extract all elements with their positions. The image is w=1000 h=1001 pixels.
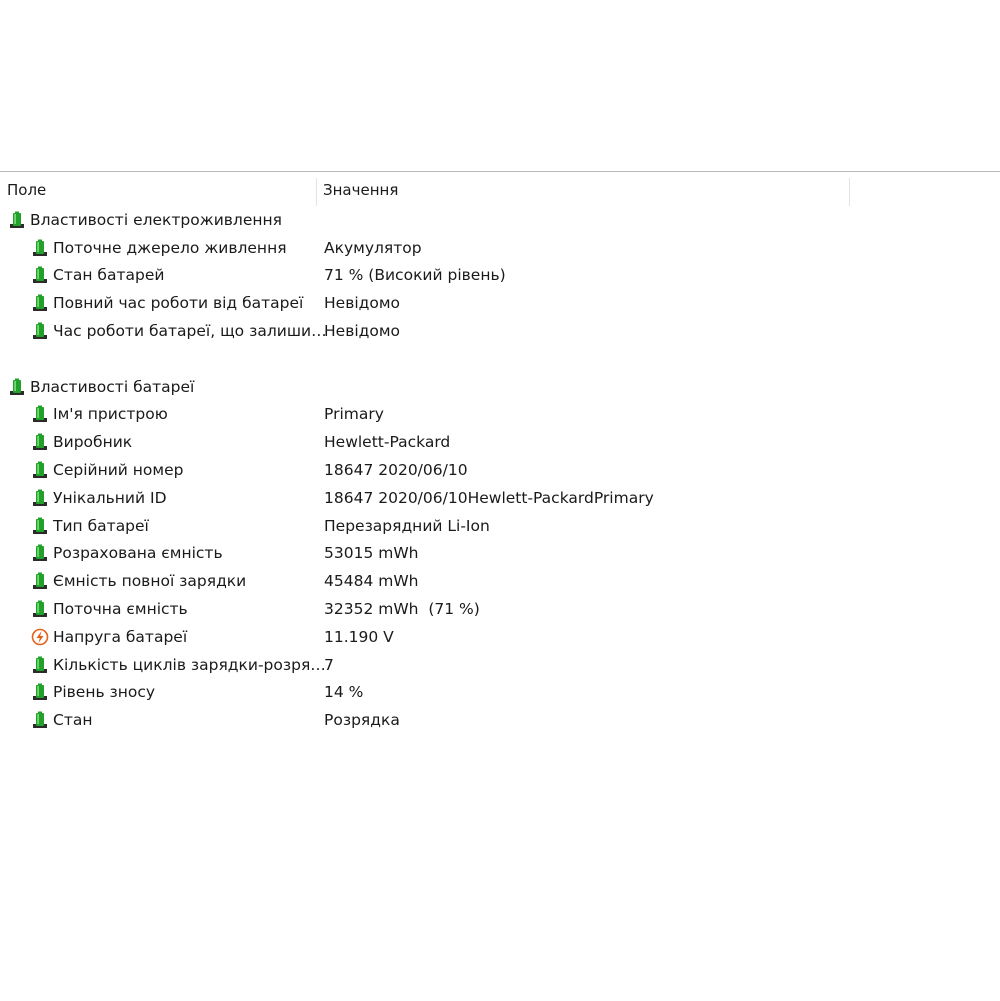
- field-label: Серійний номер: [53, 461, 184, 480]
- value-cell: 14 %: [324, 683, 364, 702]
- group-title: Властивості електроживлення: [30, 210, 282, 229]
- value-cell: 18647 2020/06/10: [324, 461, 468, 480]
- field-label: Виробник: [53, 433, 133, 452]
- value-cell: 18647 2020/06/10Hewlett-PackardPrimary: [324, 488, 654, 507]
- field-cell: [31, 262, 341, 290]
- battery-icon: [31, 600, 49, 618]
- group-title: Властивості батареї: [30, 377, 195, 396]
- field-cell: [31, 428, 341, 456]
- value-cell: Hewlett-Packard: [324, 433, 451, 452]
- field-label: Тип батареї: [53, 516, 149, 535]
- group-header-cell: [8, 373, 318, 401]
- field-label: Ім'я пристрою: [53, 405, 168, 424]
- field-cell: [31, 456, 341, 484]
- group-header-cell: [8, 206, 318, 234]
- column-header-value[interactable]: Значення: [323, 181, 399, 199]
- table-row[interactable]: [0, 651, 1000, 679]
- field-label: Напруга батареї: [53, 627, 188, 646]
- battery-icon: [31, 544, 49, 562]
- table-row[interactable]: [0, 567, 1000, 595]
- table-row[interactable]: [0, 540, 1000, 568]
- value-cell: Невідомо: [324, 322, 401, 341]
- field-cell: [31, 679, 341, 707]
- column-header-field[interactable]: Поле: [7, 181, 47, 199]
- battery-icon: [31, 572, 49, 590]
- field-label: Розрахована ємність: [53, 544, 223, 563]
- battery-icon: [31, 656, 49, 674]
- field-label: Рівень зносу: [53, 683, 156, 702]
- field-cell: [31, 623, 341, 651]
- table-row[interactable]: [0, 456, 1000, 484]
- field-cell: [31, 567, 341, 595]
- field-cell: [31, 540, 341, 568]
- field-cell: [31, 289, 341, 317]
- table-row[interactable]: [0, 428, 1000, 456]
- field-label: Ємність повної зарядки: [53, 572, 247, 591]
- field-label: Повний час роботи від батареї: [53, 294, 304, 313]
- battery-icon: [31, 517, 49, 535]
- field-label: Час роботи батареї, що залиши…: [53, 322, 327, 341]
- field-label: Стан батарей: [53, 266, 165, 285]
- table-row[interactable]: [0, 623, 1000, 651]
- battery-icon: [8, 211, 26, 229]
- table-row[interactable]: [0, 706, 1000, 734]
- battery-icon: [8, 378, 26, 396]
- list-header: [0, 176, 850, 204]
- field-cell: [31, 484, 341, 512]
- battery-icon: [31, 711, 49, 729]
- value-cell: 71 % (Високий рівень): [324, 266, 506, 285]
- value-cell: 7: [324, 655, 334, 674]
- table-row[interactable]: [0, 317, 1000, 345]
- field-label: Кількість циклів зарядки-розря…: [53, 655, 326, 674]
- value-cell: Перезарядний Li-Ion: [324, 516, 490, 535]
- battery-icon: [31, 322, 49, 340]
- field-label: Поточна ємність: [53, 600, 188, 619]
- value-cell: 53015 mWh: [324, 544, 419, 563]
- table-row[interactable]: [0, 512, 1000, 540]
- value-cell: Primary: [324, 405, 384, 424]
- voltage-icon: [31, 628, 49, 646]
- battery-icon: [31, 239, 49, 257]
- spacer-row: [0, 345, 1000, 373]
- battery-icon: [31, 266, 49, 284]
- battery-icon: [31, 294, 49, 312]
- group-header-row[interactable]: [0, 206, 1000, 234]
- list-rows: [0, 206, 1000, 734]
- field-label: Поточне джерело живлення: [53, 238, 287, 257]
- field-cell: [31, 595, 341, 623]
- table-row[interactable]: [0, 484, 1000, 512]
- value-cell: Акумулятор: [324, 238, 422, 257]
- column-divider[interactable]: [849, 178, 850, 206]
- field-label: Стан: [53, 711, 93, 730]
- table-row[interactable]: [0, 401, 1000, 429]
- group-header-row[interactable]: [0, 373, 1000, 401]
- value-cell: 11.190 V: [324, 627, 394, 646]
- value-cell: Розрядка: [324, 711, 400, 730]
- battery-icon: [31, 683, 49, 701]
- field-cell: [31, 234, 341, 262]
- field-cell: [31, 317, 341, 345]
- field-cell: [31, 706, 341, 734]
- battery-properties-list: [0, 171, 1000, 1001]
- battery-icon: [31, 405, 49, 423]
- value-cell: Невідомо: [324, 294, 401, 313]
- table-row[interactable]: [0, 595, 1000, 623]
- battery-icon: [31, 461, 49, 479]
- table-row[interactable]: [0, 679, 1000, 707]
- battery-icon: [31, 433, 49, 451]
- value-cell: 45484 mWh: [324, 572, 419, 591]
- table-row[interactable]: [0, 289, 1000, 317]
- value-cell: 32352 mWh (71 %): [324, 600, 480, 619]
- field-cell: [31, 651, 341, 679]
- field-label: Унікальний ID: [53, 488, 167, 507]
- field-cell: [31, 401, 341, 429]
- table-row[interactable]: [0, 234, 1000, 262]
- battery-icon: [31, 489, 49, 507]
- field-cell: [31, 512, 341, 540]
- table-row[interactable]: [0, 262, 1000, 290]
